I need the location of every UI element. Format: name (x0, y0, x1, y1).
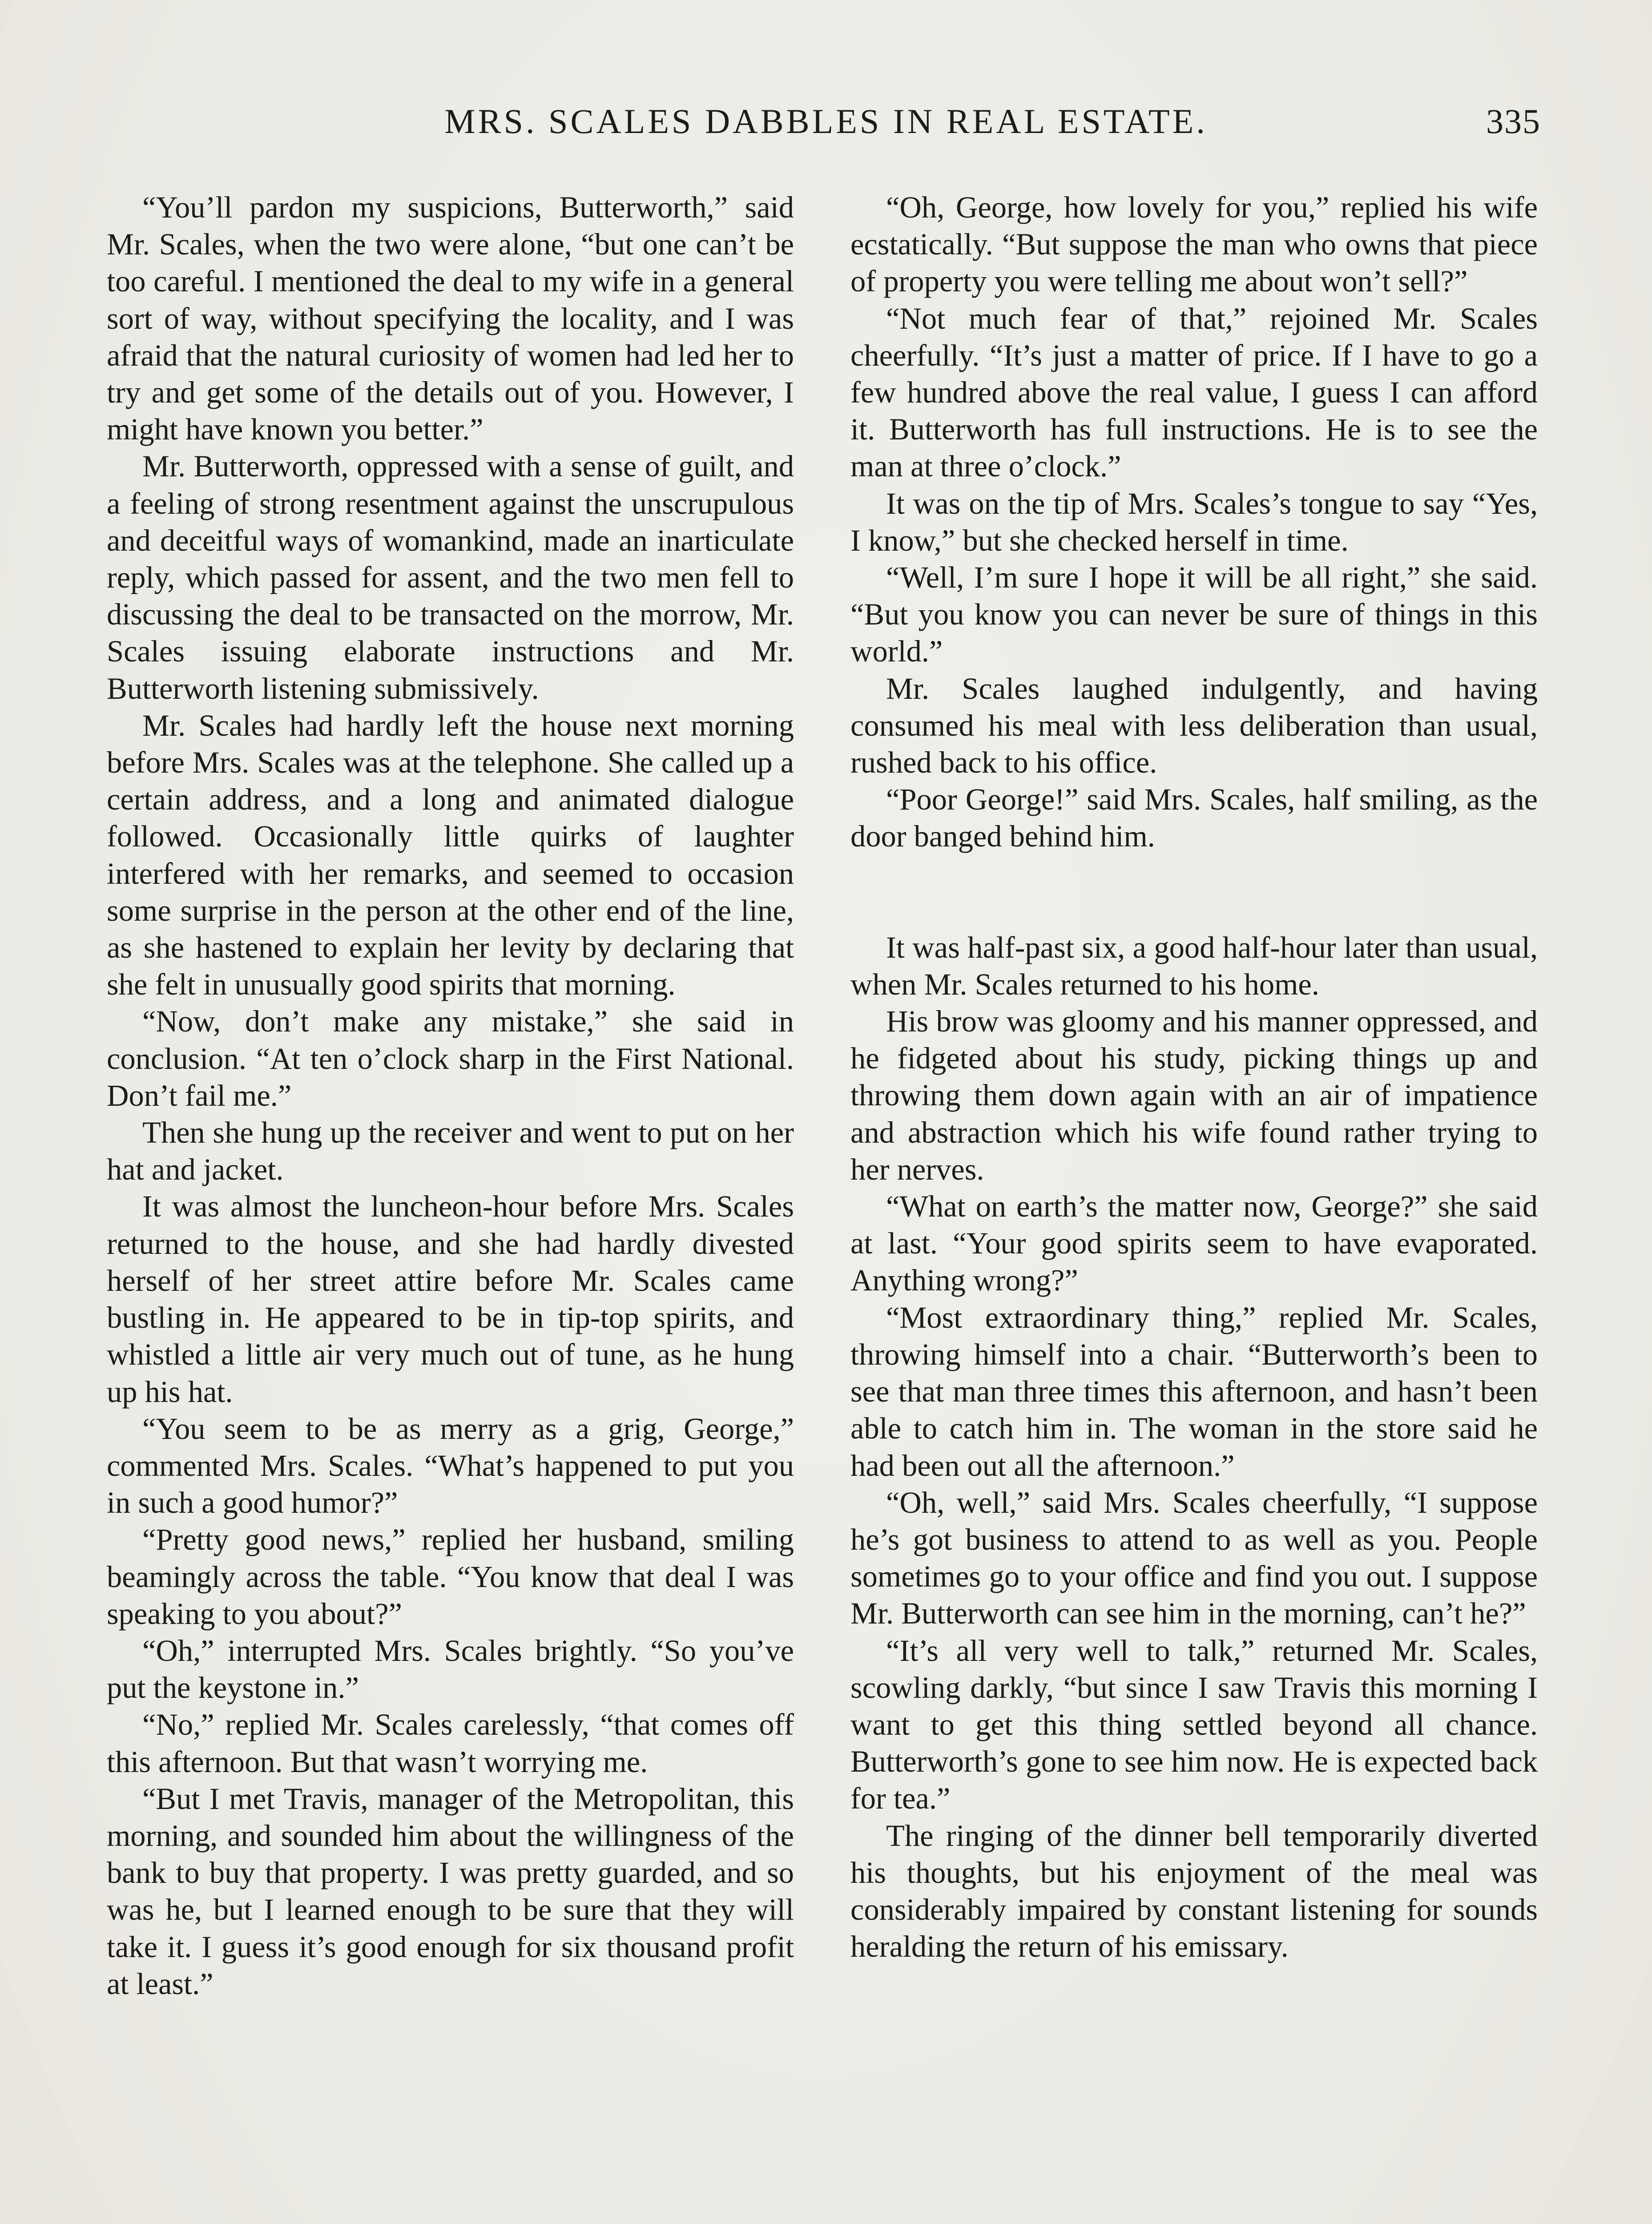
paragraph: “It’s all very well to talk,” returned Mr. Scales, scowling darkly, “but since I saw Travis this morning I want to get this thing settled beyond all chance. Butterworth’s gone to see him now. He is expected back for tea.” (850, 1633, 1538, 1816)
paragraph: “What on earth’s the matter now, George?” she said at last. “Your good spirits seem to have evaporated. Anything wrong?” (850, 1189, 1538, 1297)
paragraph: Then she hung up the receiver and went to put on her hat and jacket. (107, 1116, 794, 1187)
paragraph: “Poor George!” said Mrs. Scales, half smiling, as the door banged behind him. (850, 782, 1538, 854)
page-header (111, 101, 1541, 150)
paragraph: Mr. Scales laughed indulgently, and having consumed his meal with less deliberation than usual, rushed back to his office. (850, 671, 1538, 780)
paragraph: Mr. Scales had hardly left the house next morning before Mrs. Scales was at the telephone. She called up a certain address, and a long and animated dialogue followed. Occasionally little quirks of laughter interfered with her remarks, and seemed to occasion some surprise in the person at the other end of the line, as she hastened to explain her levity by declaring that she felt in unusually good spirits that morning. (107, 708, 794, 1002)
paragraph: It was almost the luncheon-hour before Mrs. Scales returned to the house, and she had hardly divested herself of her street attire before Mr. Scales came bustling in. He appeared to be in tip-top spirits, and whistled a little air very much out of tune, as he hung up his hat. (107, 1189, 794, 1409)
paragraph: “You’ll pardon my suspicions, Butterworth,” said Mr. Scales, when the two were alone, “but one can’t be too careful. I mentioned the deal to my wife in a general sort of way, without specifying the locality, and I was afraid that the natural curiosity of women had led her to try and get some of the details out of you. However, I might have known you better.” (107, 190, 794, 447)
right-column (850, 189, 1538, 1965)
page-number: 335 (1486, 102, 1541, 141)
paragraph: Mr. Butterworth, oppressed with a sense of guilt, and a feeling of strong resentment against the unscrupulous and deceitful ways of womankind, made an inarticulate reply, which passed for assent, and the two men fell to discussing the deal to be transacted on the morrow, Mr. Scales issuing elaborate instructions and Mr. Butterworth listening submissively. (107, 449, 794, 705)
left-column (107, 189, 794, 2002)
paragraph: “Oh, George, how lovely for you,” replied his wife ecstatically. “But suppose the man who owns that piece of property you were telling me about won’t sell?” (850, 190, 1538, 298)
paragraph: “But I met Travis, manager of the Metropolitan, this morning, and sounded him about the willingness of the bank to buy that property. I was pretty guarded, and so was he, but I learned enough to be sure that they will take it. I guess it’s good enough for six thousand profit at least.” (107, 1781, 794, 2001)
paragraph: It was on the tip of Mrs. Scales’s tongue to say “Yes, I know,” but she checked herself in time. (850, 486, 1538, 557)
paragraph: “Now, don’t make any mistake,” she said in conclusion. “At ten o’clock sharp in the First National. Don’t fail me.” (107, 1004, 794, 1112)
paragraph: “Oh,” interrupted Mrs. Scales brightly. “So you’ve put the keystone in.” (107, 1633, 794, 1705)
paragraph: The ringing of the dinner bell temporarily diverted his thoughts, but his enjoyment of the meal was considerably impaired by constant listening for sounds heralding the return of his emissary. (850, 1818, 1538, 1964)
paragraph: “Oh, well,” said Mrs. Scales cheerfully, “I suppose he’s got business to attend to as well as you. People sometimes go to your office and find you out. I suppose Mr. Butterworth can see him in the morning, can’t he?” (850, 1485, 1538, 1631)
running-head: MRS. SCALES DABBLES IN REAL ESTATE. (444, 102, 1208, 141)
paragraph: It was half-past six, a good half-hour later than usual, when Mr. Scales returned to his home. (850, 930, 1538, 1001)
paragraph: “You seem to be as merry as a grig, George,” commented Mrs. Scales. “What’s happened to put you in such a good humor?” (107, 1411, 794, 1520)
paragraph: His brow was gloomy and his manner oppressed, and he fidgeted about his study, picking things up and throwing them down again with an air of impatience and abstraction which his wife found rather trying to her nerves. (850, 1004, 1538, 1186)
paragraph: “No,” replied Mr. Scales carelessly, “that comes off this afternoon. But that wasn’t worrying me. (107, 1708, 794, 1779)
paragraph: “Pretty good news,” replied her husband, smiling beamingly across the table. “You know that deal I was speaking to you about?” (107, 1523, 794, 1631)
paragraph: “Not much fear of that,” rejoined Mr. Scales cheerfully. “It’s just a matter of price. If I have to go a few hundred above the real value, I guess I can afford it. Butterworth has full instructions. He is to see the man at three o’clock.” (850, 301, 1538, 483)
paragraph: “Well, I’m sure I hope it will be all right,” she said. “But you know you can never be sure of things in this world.” (850, 560, 1538, 669)
paragraph: “Most extraordinary thing,” replied Mr. Scales, throwing himself into a chair. “Butterworth’s been to see that man three times this afternoon, and hasn’t been able to catch him in. The woman in the store said he had been out all the afternoon.” (850, 1300, 1538, 1483)
